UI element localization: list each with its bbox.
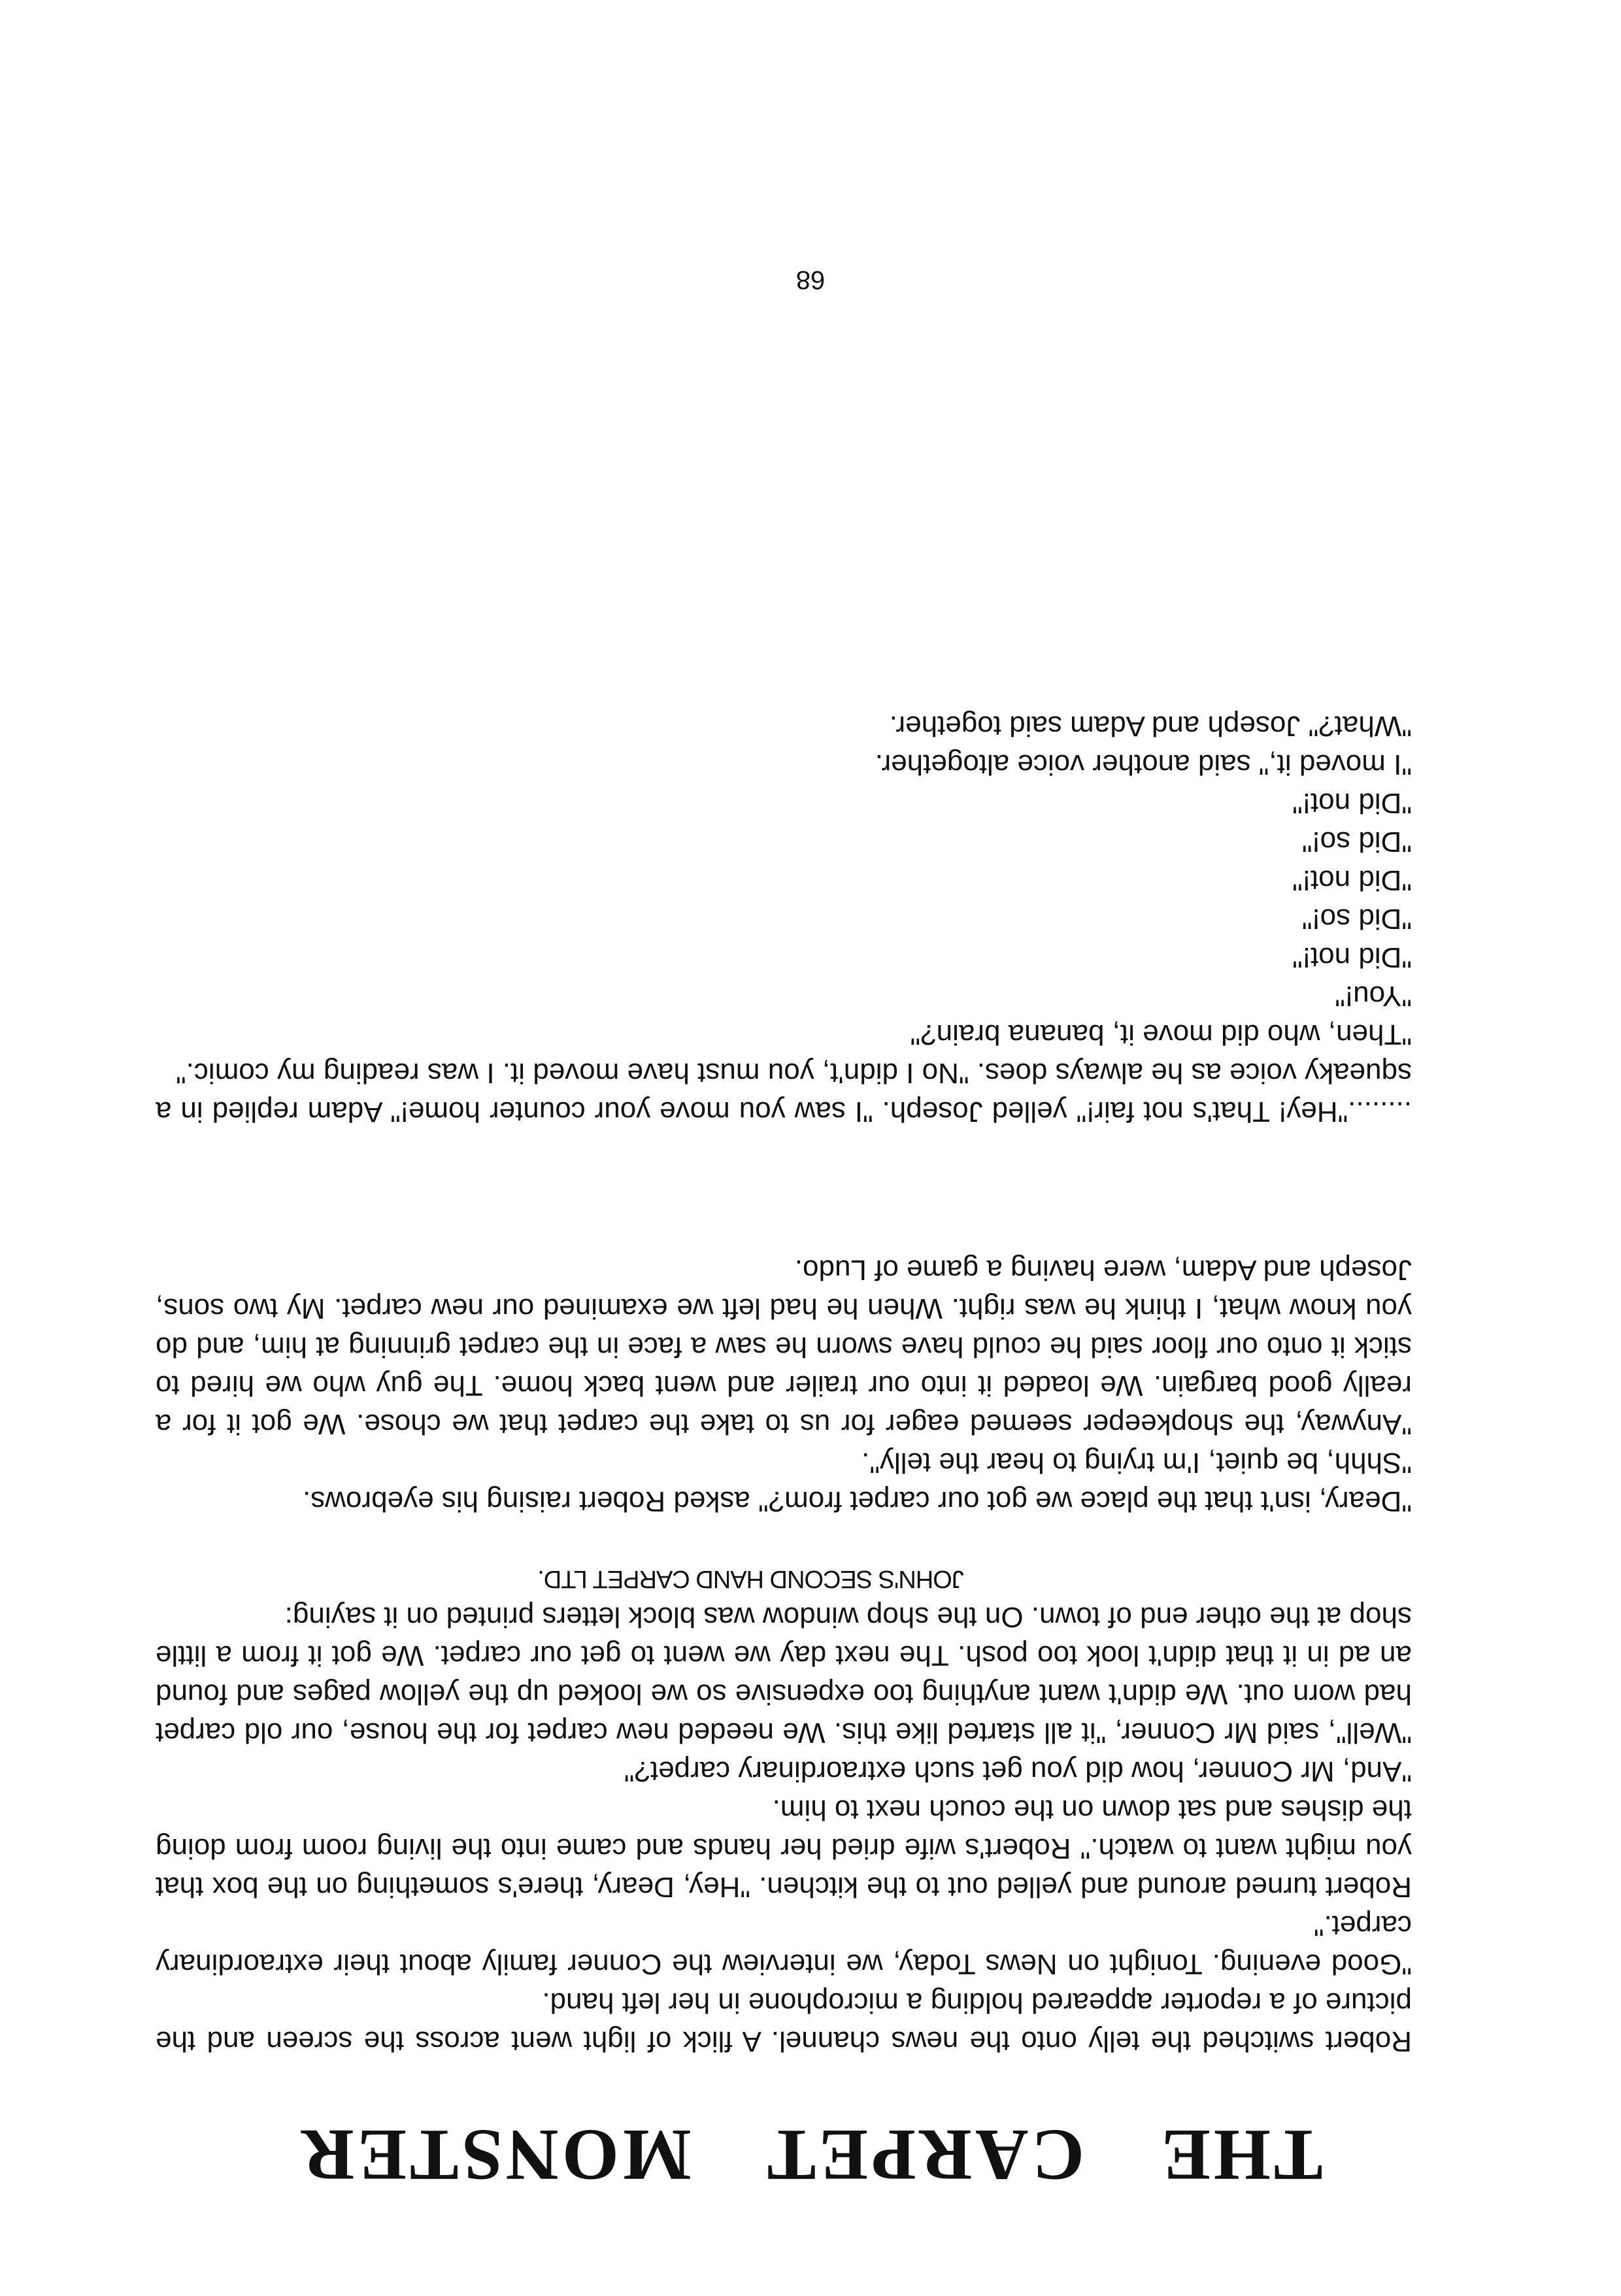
story-body xyxy=(156,707,1412,2061)
paragraph: "Good evening. Tonight on News Today, we interview the Conner family about their extraordinary carpet." xyxy=(156,1910,1412,1980)
dialogue-line: "I moved it," said another voice altogether. xyxy=(875,749,1412,781)
shop-sign-text: JOHN'S SECOND HAND CARPET LTD. xyxy=(538,1565,964,1593)
dialogue-line: "Did not!" xyxy=(1292,787,1412,819)
page-number: 68 xyxy=(795,265,826,294)
dialogue-line: "You!" xyxy=(1335,980,1412,1012)
paragraph: Robert switched the telly onto the news channel. A flick of light went across the screen and the picture of a reporter appeared holding a microphone in her left hand. xyxy=(156,1987,1412,2057)
paragraph: "Deary, isn't that the place we got our carpet from?" asked Robert raising his eyebrows. xyxy=(303,1485,1412,1517)
paragraph: "Well", said Mr Conner, "it all started like this. We needed new carpet for the house, our old carpet had worn out. We didn't want anything too expensive so we looked up the yellow pages and found an ad in it that didn't look too posh. The next day we went to get our carpet. We got it from a little shop at the other end of town. On the shop window was block letters printed on it saying: xyxy=(156,1601,1412,1749)
blank-line xyxy=(156,1521,1412,1559)
paragraph: "And, Mr Conner, how did you get such extraordinary carpet?" xyxy=(624,1755,1412,1787)
paragraph: ........"Hey! That's not fair!" yelled Joseph. "I saw you move your counter home!" Adam replied in a squeaky voice as he always does. "No I didn't, you must have moved it. I was reading my comic." xyxy=(156,1057,1412,1128)
paragraph: "Anyway, the shopkeeper seemed eager for us to take the carpet that we chose. We got it for a really good bargain. We loaded it into our trailer and went back home. The guy who we hired to stick it onto our floor said he could have sworn he saw a face in the carpet grinning at him, and do you know what, I think he was right. When he had left we examined our new carpet. My two sons, Joseph and Adam, were having a game of Ludo. xyxy=(156,1254,1412,1440)
paragraph: Robert turned around and yelled out to the kitchen. "Hey, Deary, there's something on the box that you might want to watch." Robert's wife dried her hands and came into the living room from doing the dishes and sat down on the couch next to him. xyxy=(156,1794,1412,1903)
paragraph: "Shhh, be quiet, I'm trying to hear the telly". xyxy=(861,1447,1412,1479)
dialogue-line: "Did not!" xyxy=(1292,941,1412,973)
dialogue-line: "What?" Joseph and Adam said together. xyxy=(889,710,1412,742)
dialogue-line: "Did not!" xyxy=(1292,864,1412,896)
dialogue-line: "Did so!" xyxy=(1301,826,1412,858)
blank-lines xyxy=(156,1131,1412,1251)
dialogue-line: "Did so!" xyxy=(1301,903,1412,935)
dialogue-line: "Then, who did move it, banana brain?" xyxy=(910,1019,1412,1051)
story-title: THE CARPET MONSTER xyxy=(298,2114,1323,2195)
